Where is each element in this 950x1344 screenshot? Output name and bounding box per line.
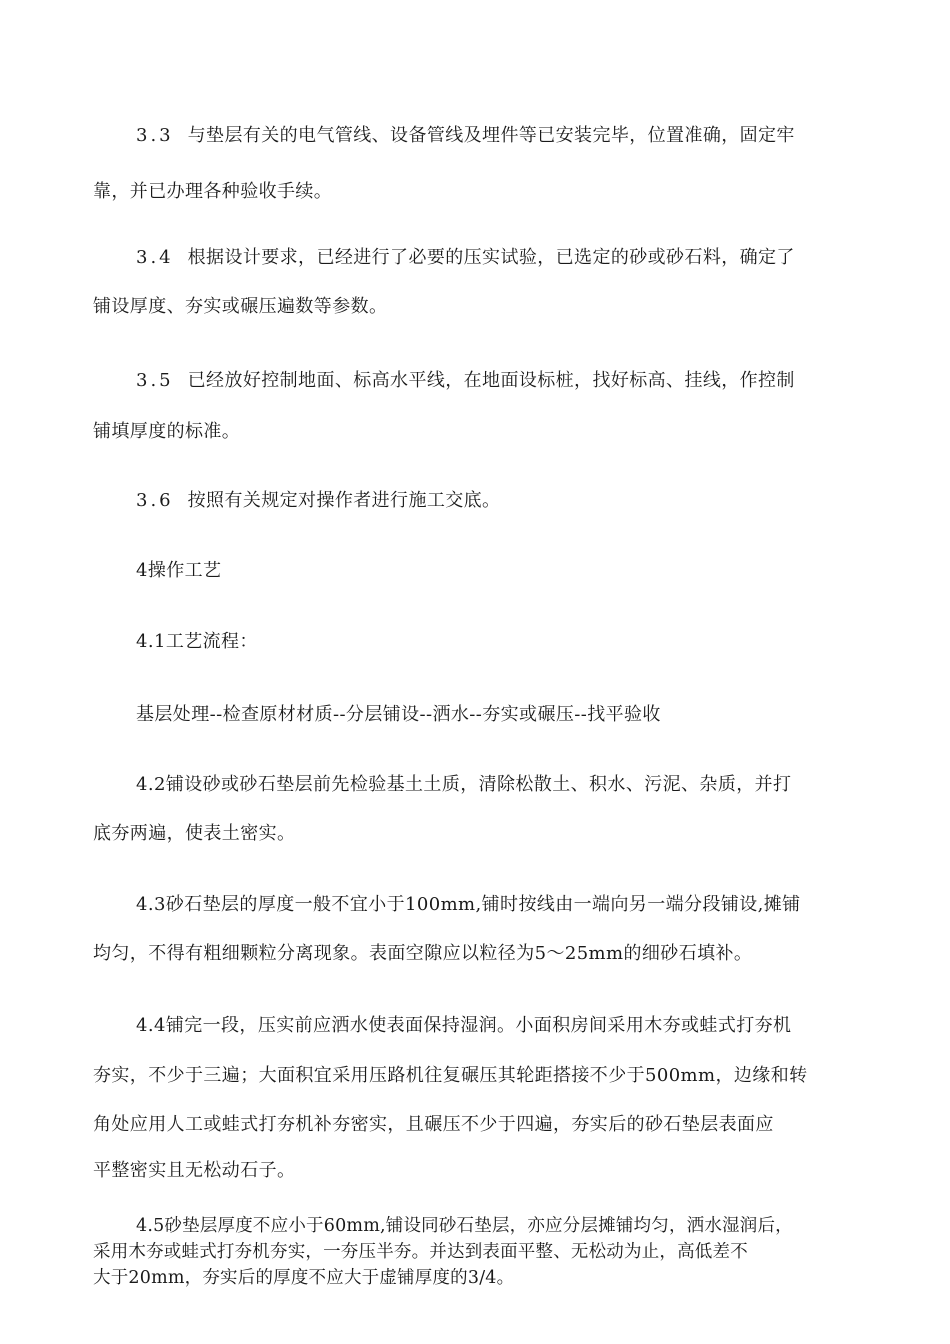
paragraph-3-4-line-1 xyxy=(136,246,795,270)
paragraph-4-2-line-2: 底夯两遍，使表土密实。 xyxy=(93,823,296,844)
paragraph-text: 已经放好控制地面、标高水平线，在地面设标桩，找好标高、挂线，作控制 xyxy=(187,370,795,391)
paragraph-3-6-line-1 xyxy=(136,489,500,513)
paragraph-4-3-line-2: 均匀，不得有粗细颗粒分离现象。表面空隙应以粒径为5～25mm的细砂石填补。 xyxy=(93,943,753,964)
paragraph-3-4-line-2: 铺设厚度、夯实或碾压遍数等参数。 xyxy=(93,296,388,317)
paragraph-3-5-line-1 xyxy=(136,369,795,393)
section-number: 3.3 xyxy=(136,125,174,146)
section-number: 3.4 xyxy=(136,247,174,268)
paragraph-4-2-line-1: 4.2铺设砂或砂石垫层前先检验基土土质，清除松散土、积水、污泥、杂质，并打 xyxy=(136,774,792,795)
paragraph-4-5-line-1: 4.5砂垫层厚度不应小于60mm,铺设同砂石垫层，亦应分层摊铺均匀，洒水湿润后， xyxy=(136,1216,793,1236)
paragraph-4-5-line-3: 大于20mm，夯实后的厚度不应大于虚铺厚度的3/4。 xyxy=(93,1268,515,1288)
paragraph-4-4-line-3: 角处应用人工或蛙式打夯机补夯密实，且碾压不少于四遍，夯实后的砂石垫层表面应 xyxy=(93,1114,774,1135)
paragraph-4-5-line-2: 采用木夯或蛙式打夯机夯实，一夯压半夯。并达到表面平整、无松动为止，高低差不 xyxy=(93,1242,748,1262)
paragraph-4-4-line-2: 夯实，不少于三遍；大面积宜采用压路机往复碾压其轮距搭接不少于500mm，边缘和转 xyxy=(93,1065,808,1086)
paragraph-text: 根据设计要求，已经进行了必要的压实试验，已选定的砂或砂石料，确定了 xyxy=(187,247,795,268)
paragraph-3-5-line-2: 铺填厚度的标准。 xyxy=(93,421,241,442)
section-number: 3.5 xyxy=(136,370,174,391)
section-heading-4: 4操作工艺 xyxy=(136,560,222,581)
paragraph-3-3-line-2: 靠，并已办理各种验收手续。 xyxy=(93,181,333,202)
process-flow-line: 基层处理--检查原材材质--分层铺设--洒水--夯实或碾压--找平验收 xyxy=(136,704,661,725)
paragraph-4-4-line-1: 4.4铺完一段，压实前应洒水使表面保持湿润。小面积房间采用木夯或蛙式打夯机 xyxy=(136,1015,792,1036)
paragraph-text: 按照有关规定对操作者进行施工交底。 xyxy=(187,490,501,511)
paragraph-4-4-line-4: 平整密实且无松动石子。 xyxy=(93,1160,296,1181)
section-number: 3.6 xyxy=(136,490,174,511)
paragraph-3-3-line-1 xyxy=(136,124,795,148)
paragraph-4-3-line-1: 4.3砂石垫层的厚度一般不宜小于100mm,铺时按线由一端向另一端分段铺设,摊铺 xyxy=(136,894,801,915)
subsection-heading-4-1: 4.1工艺流程： xyxy=(136,631,258,652)
paragraph-text: 与垫层有关的电气管线、设备管线及埋件等已安装完毕，位置准确，固定牢 xyxy=(187,125,795,146)
